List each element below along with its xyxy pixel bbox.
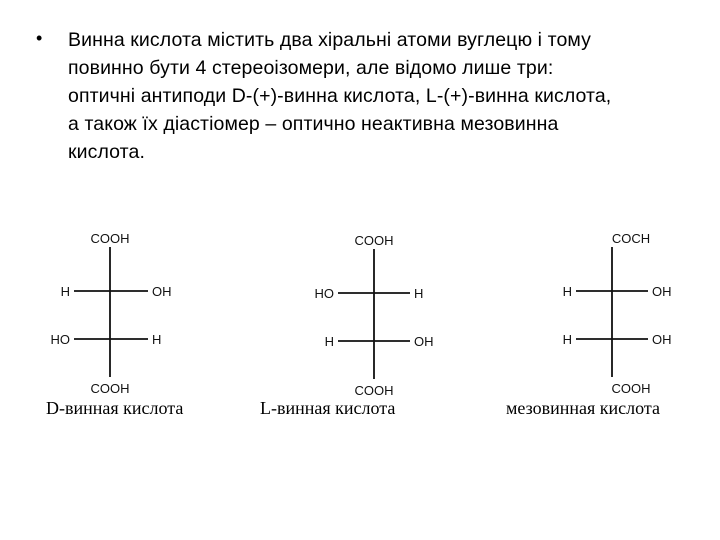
- label-row1-right: OH: [152, 284, 172, 299]
- fischer-meso-tartaric: [563, 231, 672, 396]
- label-row2-right: OH: [414, 334, 434, 349]
- label-row2-right: OH: [652, 332, 672, 347]
- label-top: COCH: [611, 231, 651, 246]
- caption-d-tartaric: D-винная кислота: [46, 398, 184, 418]
- label-top: COOH: [90, 231, 130, 246]
- label-row2-left: H: [562, 332, 572, 347]
- label-row1-left: H: [562, 284, 572, 299]
- label-bottom: COOH: [611, 381, 651, 396]
- label-row1-left: H: [60, 284, 70, 299]
- text-line: кислота.: [68, 141, 145, 163]
- label-bottom: COOH: [354, 383, 394, 398]
- bullet-paragraph: [36, 26, 696, 166]
- bullet-marker: •: [36, 28, 43, 48]
- text-line: повинно бути 4 стереоізомери, але відомо лише три:: [68, 57, 554, 79]
- text-line: оптичні антиподи D-(+)-винна кислота, L-(+)-винна кислота,: [68, 85, 612, 107]
- text-line: Винна кислота містить два хіральні атоми вуглецю і тому: [68, 29, 591, 51]
- label-row1-right: H: [414, 286, 424, 301]
- label-row1-right: OH: [652, 284, 672, 299]
- caption-l-tartaric: L-винная кислота: [260, 398, 396, 418]
- fischer-d-tartaric: [51, 231, 172, 396]
- label-top: COOH: [354, 233, 394, 248]
- text-line: а також їх діастіомер – оптично неактивна мезовинна: [68, 113, 559, 135]
- bullet-text: [68, 26, 696, 166]
- label-row2-left: H: [324, 334, 334, 349]
- label-bottom: COOH: [90, 381, 130, 396]
- label-row2-right: H: [152, 332, 162, 347]
- label-row2-left: HO: [50, 332, 70, 347]
- label-row1-left: HO: [314, 286, 334, 301]
- caption-meso-tartaric: мезовинная кислота: [506, 398, 660, 418]
- fischer-l-tartaric: [315, 233, 434, 398]
